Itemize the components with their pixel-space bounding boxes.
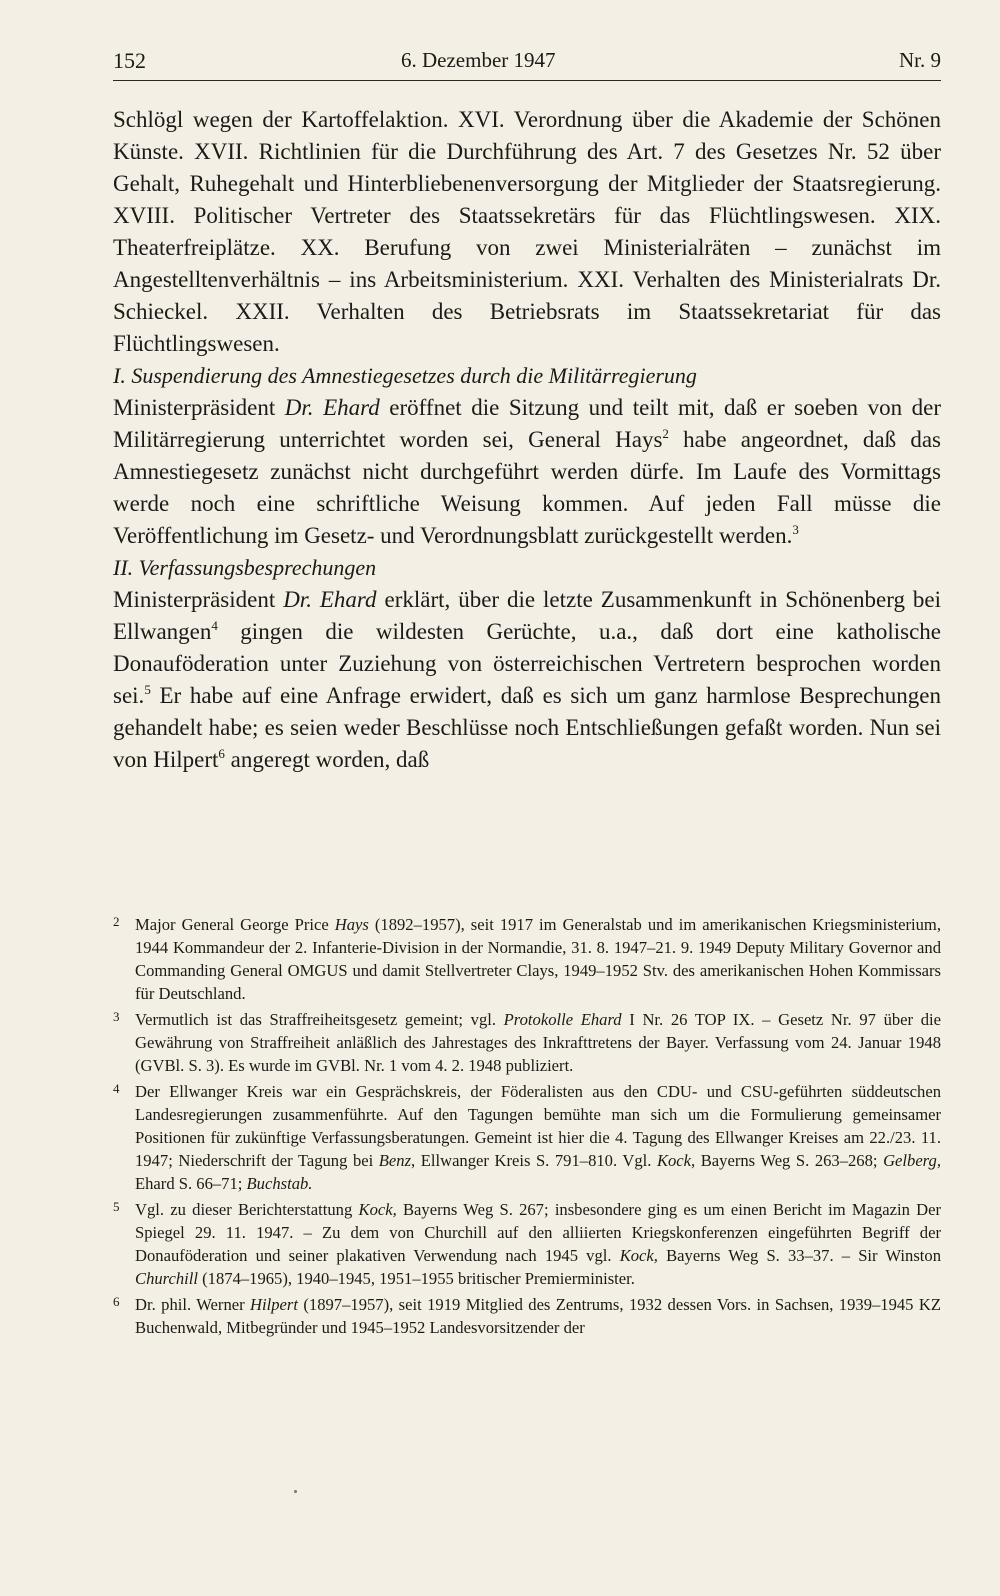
running-header bbox=[113, 44, 941, 80]
footnote-ref-4[interactable]: 4 bbox=[211, 618, 218, 633]
footnote-number: 4 bbox=[113, 1081, 120, 1096]
fn-italic: Kock, bbox=[656, 1151, 696, 1170]
footnote-number: 3 bbox=[113, 1009, 120, 1024]
s1-text-3: habe angeordnet, daß das Amnestiegesetz zunächst nicht durchgeführt werden dürfe. Im Laufe des Vormittags werde noch eine schriftliche Weisung kommen. Auf jeden Fall müsse die Veröffentlichung im Gesetz- und Verordnungsblatt zurückgestellt werden. bbox=[113, 427, 941, 548]
fn-text: Vermutlich ist das Straffreiheitsgesetz gemeint; vgl. bbox=[135, 1010, 504, 1029]
fn-italic: Kock, bbox=[358, 1200, 397, 1219]
fn-text: Bayerns Weg S. 33–37. – Sir Winston bbox=[657, 1246, 941, 1265]
section-1-paragraph bbox=[113, 392, 941, 552]
footnote-ref-2[interactable]: 2 bbox=[662, 426, 669, 441]
fn-italic: Hays bbox=[334, 915, 369, 934]
header-rule bbox=[113, 80, 941, 81]
footnote-number: 6 bbox=[113, 1294, 120, 1309]
s1-person-name: Dr. Ehard bbox=[284, 395, 380, 420]
fn-text: (1874–1965), 1940–1945, 1951–1955 britischer Premierminister. bbox=[198, 1269, 635, 1288]
intro-paragraph: Schlögl wegen der Kartoffelaktion. XVI. Verordnung über die Akademie der Schönen Künste. XVII. Richtlinien für die Durchführung des Art. 7 des Gesetzes Nr. 52 über Gehalt, Ruhegehalt und Hinterbliebenenversorgung der Mitglieder der Staatsregierung. XVIII. Politischer Vertreter des Staatssekretärs für das Flüchtlingswesen. XIX. Theaterfreiplätze. XX. Berufung von zwei Ministerialräten – zunächst im Angestelltenverhältnis – ins Arbeitsministerium. XXI. Verhalten des Ministerialrats Dr. Schieckel. XXII. Verhalten des Betriebsrats im Staatssekretariat für das Flüchtlingswesen. bbox=[113, 107, 941, 356]
fn-italic: Protokolle Ehard bbox=[503, 1010, 622, 1029]
header-issue: Nr. 9 bbox=[899, 48, 941, 72]
fn-text: Ehard S. 66–71; bbox=[135, 1174, 247, 1193]
section-1-heading: I. Suspendierung des Amnestiegesetzes durch die Militärregierung bbox=[113, 363, 697, 388]
fn-text: Major General George Price bbox=[135, 915, 335, 934]
fn-text: I Nr. 26 TOP IX. – Gesetz Nr. 97 über die Gewährung von Straffreiheit anläßlich des Jahrestages des Inkrafttretens der Bayer. Verfassung vom 24. Januar 1948 (GVBl. S. 3). Es wurde im GVBl. Nr. 1 vom 4. 2. 1948 publiziert. bbox=[135, 1010, 941, 1075]
fn-text: (1897–1957), seit 1919 Mitglied des Zentrums, 1932 dessen Vors. in Sachsen, 1939–1945 KZ Buchenwald, Mitbegründer und 1945–1952 Landesvorsitzender der bbox=[135, 1295, 941, 1337]
fn-italic: Buchstab. bbox=[246, 1174, 313, 1193]
fn-text: Der Ellwanger Kreis war ein Gesprächskreis, der Föderalisten aus den CDU- und CSU-geführten süddeutschen Landesregierungen zusammenführte. Auf den Tagungen bemühte man sich um die Formulierung gemeinsamer Positionen für zukünftige Verfassungsberatungen. Gemeint ist hier die 4. Tagung des Ellwanger Kreises am 22./23. 11. 1947; Niederschrift der Tagung bei bbox=[135, 1082, 941, 1170]
main-text bbox=[113, 104, 941, 776]
s2-text-4: Er habe auf eine Anfrage erwidert, daß es sich um ganz harmlose Besprechungen gehandelt habe; es seien weder Beschlüsse noch Entschließungen gefaßt worden. Nun sei von Hilpert bbox=[113, 683, 941, 772]
fn-text: Dr. phil. Werner bbox=[135, 1295, 251, 1314]
fn-text: Bayerns Weg S. 263–268; bbox=[695, 1151, 884, 1170]
footnote-6 bbox=[113, 1293, 941, 1339]
page-number: 152 bbox=[113, 48, 146, 73]
section-2-paragraph bbox=[113, 584, 941, 776]
fn-italic: Churchill bbox=[135, 1269, 198, 1288]
section-2-heading: II. Verfassungsbesprechungen bbox=[113, 555, 377, 580]
footnotes bbox=[113, 913, 941, 1342]
s1-text-2: eröffnet die Sitzung und teilt mit, daß er soeben von der Militärregierung unterrichtet worden sei, General Hays bbox=[113, 395, 941, 452]
fn-italic: Hilpert bbox=[250, 1295, 298, 1314]
footnote-ref-5[interactable]: 5 bbox=[144, 682, 151, 697]
header-date: 6. Dezember 1947 bbox=[401, 48, 556, 72]
s1-text-1: Ministerpräsident bbox=[113, 395, 285, 420]
fn-italic: Gelberg, bbox=[883, 1151, 941, 1170]
footnote-number: 5 bbox=[113, 1199, 120, 1214]
fn-text: (1892–1957), seit 1917 im Generalstab und im amerikanischen Kriegsministerium, 1944 Kommandeur der 2. Infanterie-Division in der Normandie, 31. 8. 1947–21. 9. 1949 Deputy Military Governor and Commanding General OMGUS und damit Stellvertreter Clays, 1949–1952 Stv. des amerikanischen Hohen Kommissars für Deutschland. bbox=[135, 915, 941, 1003]
fn-italic: Benz bbox=[378, 1151, 412, 1170]
footnote-ref-3[interactable]: 3 bbox=[792, 522, 799, 537]
footnote-3 bbox=[113, 1008, 941, 1077]
fn-text: , Ellwanger Kreis S. 791–810. Vgl. bbox=[411, 1151, 657, 1170]
s2-text-1: Ministerpräsident bbox=[113, 587, 284, 612]
s2-text-5: angeregt worden, daß bbox=[224, 747, 430, 772]
s2-text-3: gingen die wildesten Gerüchte, u.a., daß dort eine katholische Donauföderation unter Zuziehung von österreichischen Vertretern besprochen worden sei. bbox=[113, 619, 941, 708]
fn-text: Vgl. zu dieser Berichterstattung bbox=[135, 1200, 359, 1219]
footnote-2 bbox=[113, 913, 941, 1005]
footnote-5 bbox=[113, 1198, 941, 1290]
s2-person-name: Dr. Ehard bbox=[283, 587, 377, 612]
paper-speck bbox=[294, 1490, 297, 1493]
footnote-number: 2 bbox=[113, 914, 120, 929]
s2-text-2: erklärt, über die letzte Zusammenkunft in Schönenberg bei Ellwangen bbox=[113, 587, 941, 644]
footnote-ref-6[interactable]: 6 bbox=[218, 746, 225, 761]
fn-text: Bayerns Weg S. 267; insbesondere ging es um einen Bericht im Magazin Der Spiegel 29. 11. 1947. – Zu dem von Churchill auf den alliierten Kriegskonferenzen eingeführten Begriff der Donauföderation und seiner plakativen Verwendung nach 1945 vgl. bbox=[135, 1200, 941, 1265]
footnote-4 bbox=[113, 1080, 941, 1195]
fn-italic: Kock, bbox=[619, 1246, 658, 1265]
